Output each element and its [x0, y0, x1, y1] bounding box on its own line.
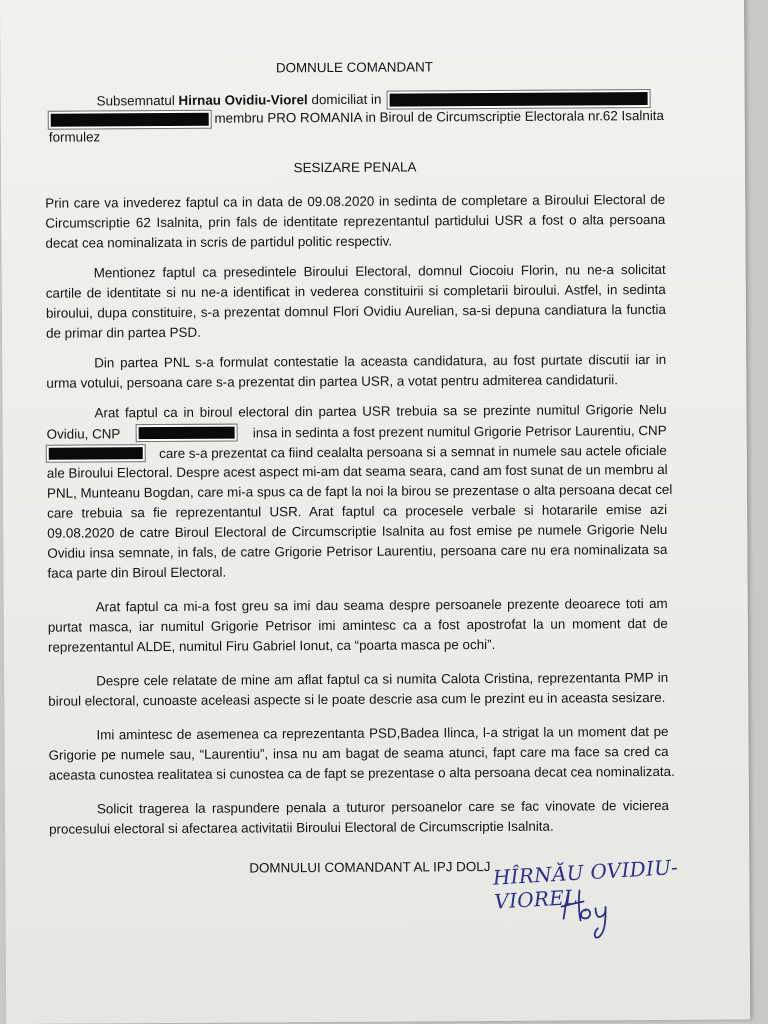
p2-line-4: de primar din partea PSD. [45, 324, 201, 341]
p4-line-4: ale Biroului Electoral. Despre acest aspect mi-am dat seama seara, cand am fost sunat de un membru al [46, 461, 668, 481]
p2-line-2: cartile de identitate si nu ne-a identificat in vederea constituirii si completarii biroului. Astfel, in sedinta [45, 281, 666, 301]
p7-line-3: aceasta cunostea realitatea si cunostea ca de fapt se prezentase o alta persoana decat cea nominalizata. [48, 763, 675, 783]
p4-line-7: 09.08.2020 de catre Biroul Electoral de Circumscriptie Isalnita au fost emise pe numele Grigorie Nelu [47, 521, 668, 541]
p4-line-2-text: insa in sedinta a fost prezent numitul Grigorie Petrisor Laurentiu, CNP [252, 422, 667, 440]
p8-line-2: procesului electoral si afectarea activitatii Biroului Electoral de Circumscriptie Isalnita. [49, 818, 554, 837]
p8-line-1: Solicit tragerea la raspundere penala a tuturor persoanelor care se fac vinovate de vicierea [96, 797, 669, 817]
intro-line-3: formulez [48, 129, 101, 145]
p4-line-3 [47, 442, 667, 462]
intro-membership: membru PRO ROMANIA in Biroul de Circumscriptie Electorala nr.62 Isalnita [214, 107, 664, 126]
document-body [44, 48, 675, 876]
p4-line-9: faca parte din Biroul Electoral. [47, 564, 227, 581]
redacted-cnp-2 [47, 445, 145, 462]
p4-line-1: Arat faptul ca in biroul electoral din partea USR trebuia sa se prezinte numitul Grigorie Nelu [94, 401, 667, 421]
p4-line-3-text: care s-a prezentat ca fiind cealalta persoana si a semnat in numele sau actele oficiale [159, 442, 667, 461]
p3-line-2: urma votului, persoana care s-a prezentat din partea USR, a votat pentru admiterea candidaturii. [46, 372, 619, 391]
p1-line-3: decat cea nominalizata in scris de partidul politic respectiv. [45, 233, 393, 251]
p5-line-1: Arat faptul ca mi-a fost greu sa imi dau seama despre persoanele prezente deoarece toti am [95, 595, 668, 615]
p4-cnp-label: Ovidiu, CNP [46, 425, 121, 442]
p5-line-3: reprezentantul ALDE, numitul Firu Gabriel Ionut, ca “poarta masca pe ochi”. [47, 636, 496, 655]
p4-line-8: Ovidiu insa semnate, in fals, de catre Grigorie Petrisor Laurentiu, persoana care nu era nominalizata sa [47, 541, 668, 561]
redacted-cnp-1 [137, 425, 237, 442]
p5-line-2: purtat masca, iar numitul Grigorie Petrisor imi amintesc ca a fost apostrofat la un moment dat de [47, 615, 668, 635]
heading: DOMNULE COMANDANT [275, 59, 433, 76]
p2-line-3: biroului, dupa constituire, s-a prezentat domnul Flori Ovidiu Aurelian, sa-si depuna candiatura la functia [45, 301, 666, 321]
intro-line-1 [97, 90, 650, 110]
p1-line-2: Circumscriptie 62 Isalnita, prin fals de identitate reprezentantul partidului USR a fost o alta persoana [45, 211, 666, 231]
p3-line-1: Din partea PNL s-a formulat contestatie la aceasta candidatura, au fost purtate discutii iar in [94, 351, 667, 371]
p4-line-6: care trebuia sa fie reprezentantul USR. Arat faptul ca procesele verbale si hotararile emise azi [47, 501, 668, 521]
p7-line-2: Grigorie pe numele sau, “Laurentiu”, insa nu am bagat de seama atunci, fapt care ma face sa cred ca [48, 743, 669, 763]
handwritten-name: HÎRNĂU OVIDIU-VIOREL [492, 854, 679, 914]
redacted-address-2 [49, 111, 211, 129]
p1-line-1: Prin care va invederez faptul ca in data de 09.08.2020 in sedinta de completare a Biroului Electoral de [45, 191, 666, 211]
intro-domiciliat: domiciliat in [311, 91, 382, 108]
signature-scribble [557, 884, 637, 944]
p6-line-1: Despre cele relatate de mine am aflat faptul ca si numita Calota Cristina, reprezentanta PMP in [96, 669, 669, 689]
p7-line-1: Imi amintesc de asemenea ca reprezentanta PSD,Badea Ilinca, l-a strigat la un moment dat pe [96, 723, 669, 743]
p6-line-2: biroul electoral, cunoaste aceleasi aspecte si le poate descrie asa cum le prezint eu in aceasta sesizare. [48, 689, 666, 709]
intro-subsemnatul: Subsemnatul [96, 92, 175, 109]
closing-addressee: DOMNULUI COMANDANT AL IPJ DOLJ [249, 859, 491, 876]
signer-name: Hirnau Ovidiu-Viorel [178, 92, 308, 108]
redacted-address-1 [387, 90, 649, 109]
intro-line-2 [49, 108, 664, 129]
p2-line-1: Mentionez faptul ca presedintele Biroului Electoral, domnul Ciocoiu Florin, nu ne-a solicitat [93, 261, 666, 281]
p4-line-2 [47, 422, 667, 442]
p4-line-5: PNL, Munteanu Bogdan, care mi-a spus ca de fapt la noi la birou se prezentase o alta persoana decat cel [46, 481, 673, 501]
subtitle: SESIZARE PENALA [293, 159, 417, 176]
